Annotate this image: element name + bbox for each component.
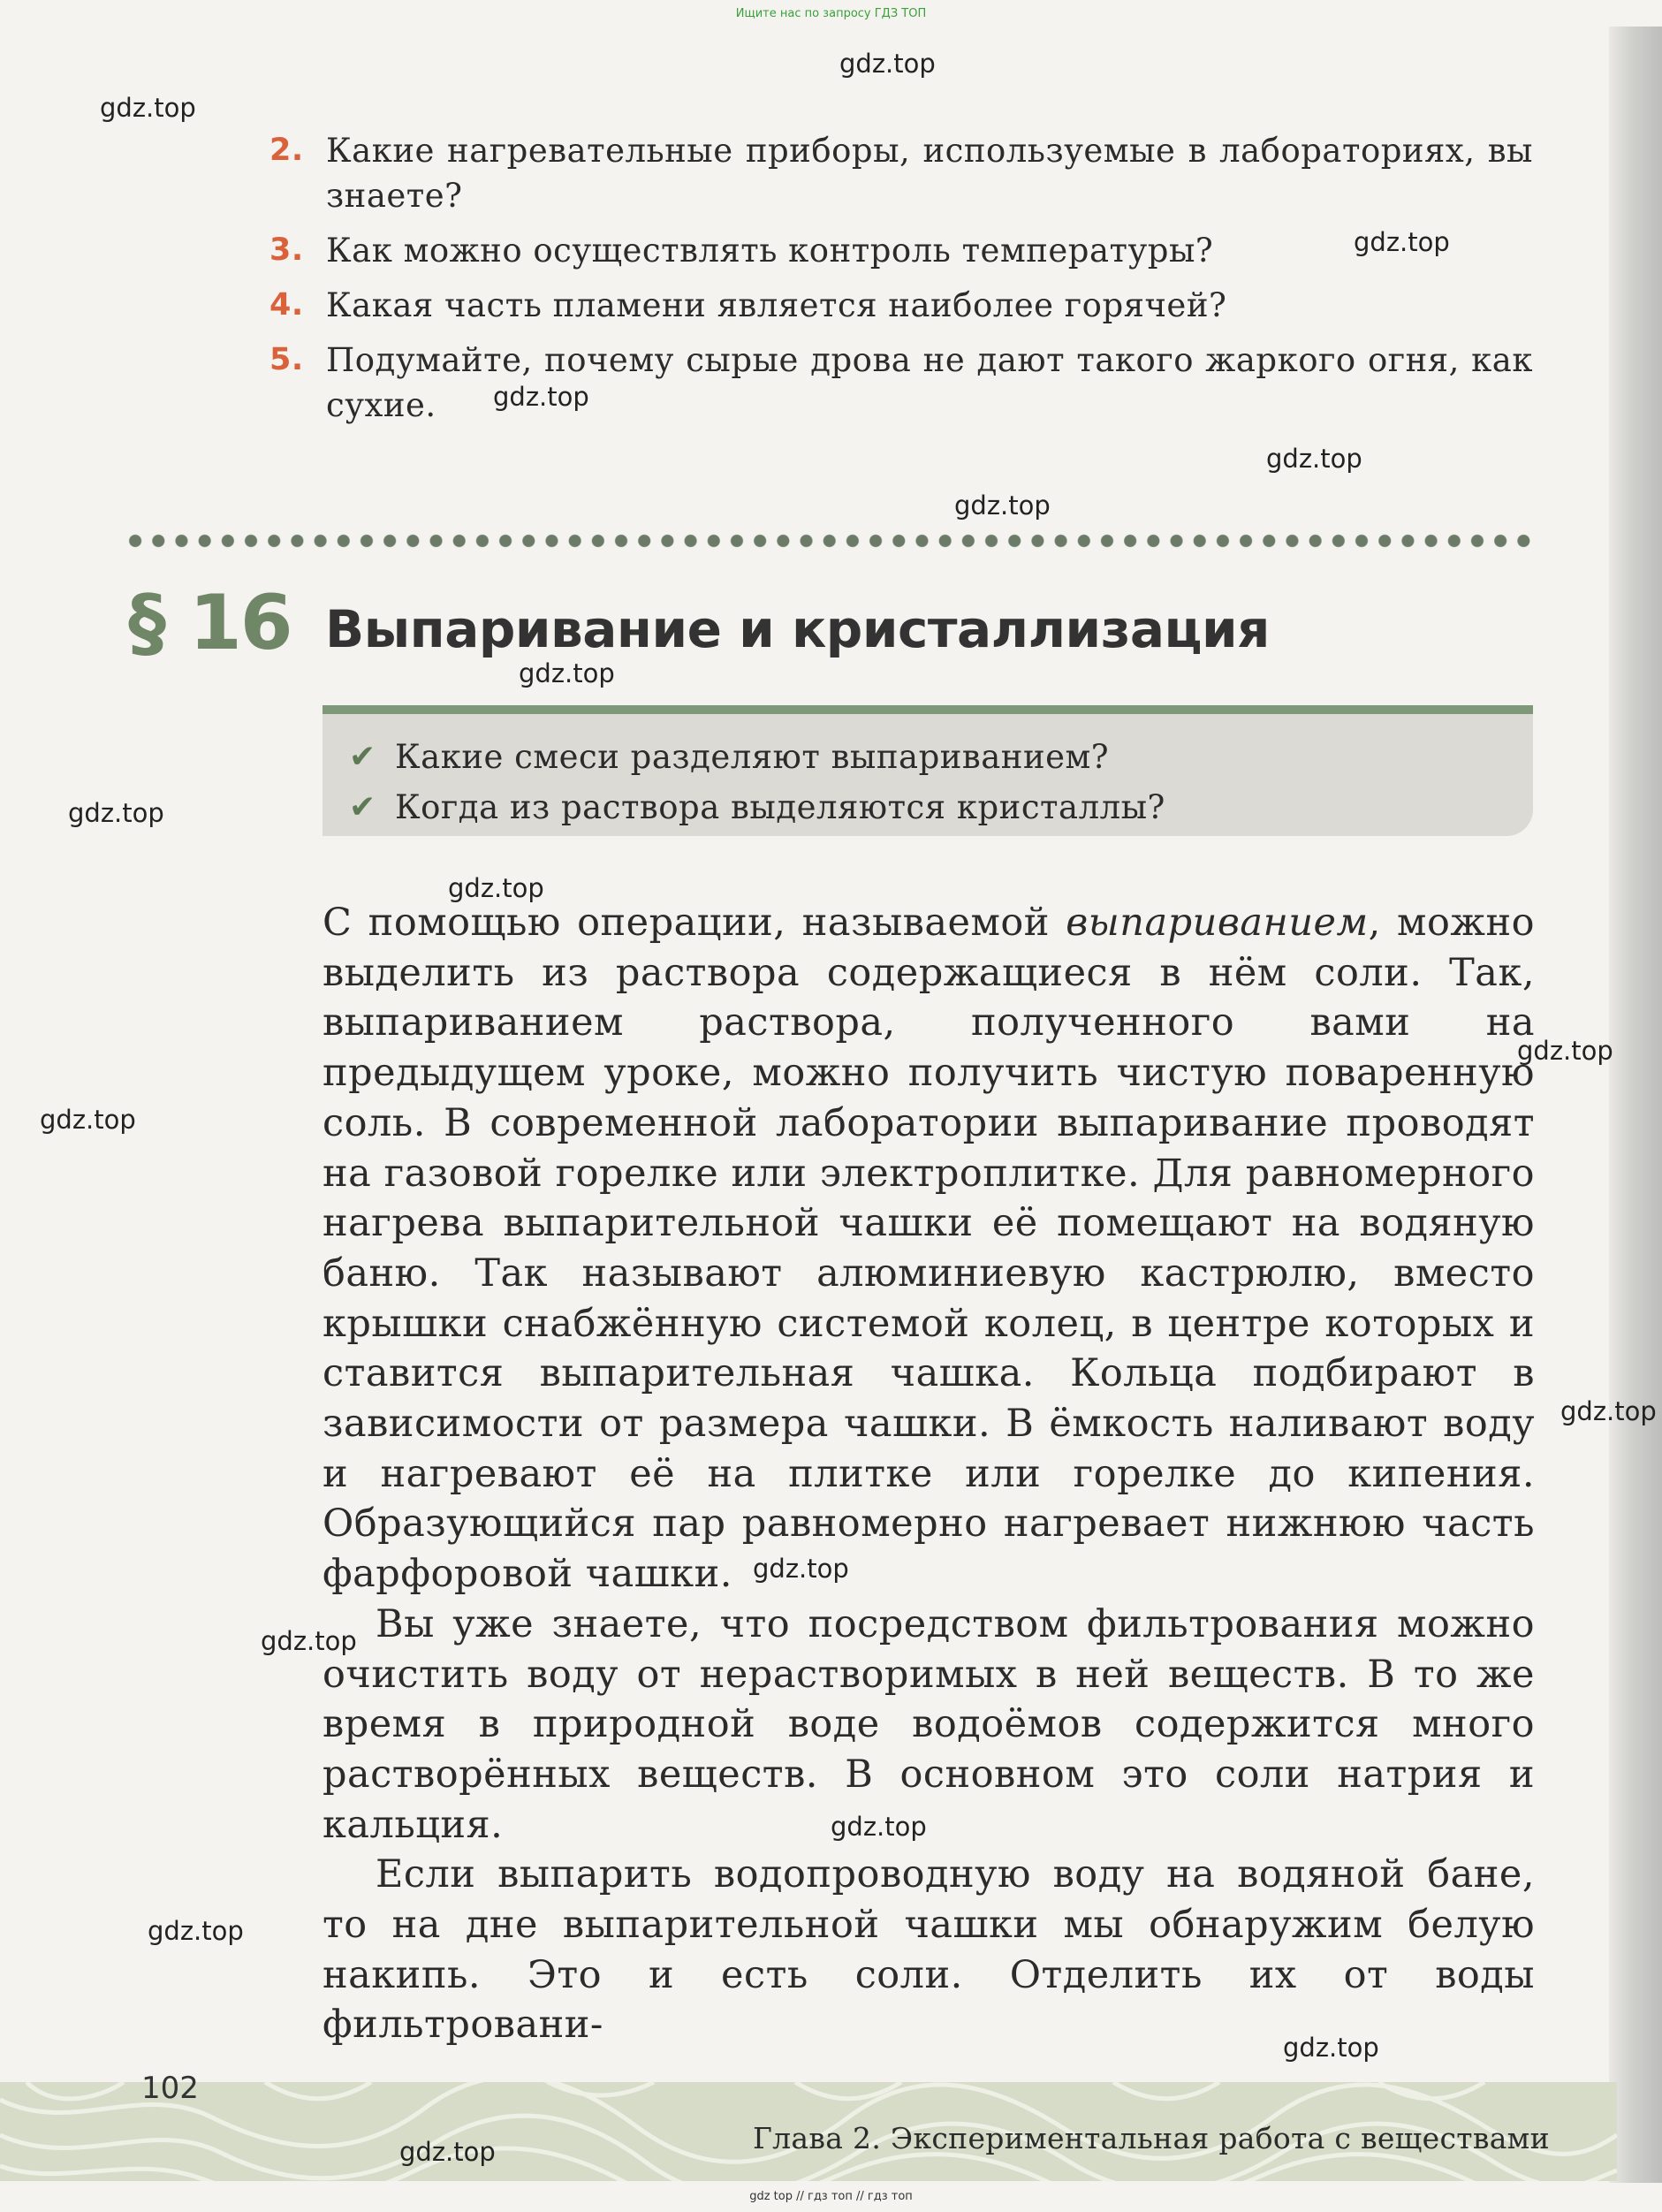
question-number: 3. — [269, 232, 304, 268]
watermark: gdz.top — [1283, 2033, 1379, 2063]
question-number: 5. — [269, 342, 304, 377]
top-banner: Ищите нас по запросу ГДЗ ТОП — [735, 7, 927, 20]
checkmark-icon: ✔ — [349, 789, 376, 825]
watermark: gdz.top — [261, 1626, 357, 1656]
page-edge-shadow — [1609, 27, 1662, 2183]
watermark: gdz.top — [1517, 1036, 1613, 1066]
question-item — [269, 128, 1533, 218]
watermark: gdz.top — [148, 1916, 244, 1946]
goal-text: Когда из раствора выделяются кристаллы? — [395, 788, 1165, 826]
watermark: gdz.top — [1354, 227, 1450, 257]
chapter-title: Глава 2. Экспериментальная работа с веществами — [753, 2121, 1550, 2155]
dotted-divider — [124, 532, 1537, 550]
section-number: § 16 — [128, 579, 292, 667]
page-number: 102 — [141, 2071, 199, 2106]
watermark: gdz.top — [399, 2137, 496, 2167]
review-questions — [269, 128, 1533, 437]
watermark: gdz.top — [493, 382, 589, 412]
question-item — [269, 283, 1533, 328]
watermark: gdz.top — [831, 1812, 927, 1842]
goal-item — [349, 782, 1533, 832]
watermark: gdz.top — [753, 1554, 849, 1584]
watermark: gdz.top — [100, 93, 196, 123]
question-number: 4. — [269, 287, 304, 323]
bottom-banner: gdz top // гдз топ // гдз топ — [749, 2190, 913, 2203]
question-text: Как можно осуществлять контроль температуры? — [326, 232, 1214, 270]
question-text: Какая часть пламени является наиболее горячей? — [326, 286, 1227, 324]
paragraph: Вы уже знаете, что посредством фильтрования можно очистить воду от нерастворимых в ней веществ. В то же время в природной воде водоёмов содержится много растворённых веществ. В основном это соли натрия и кальция. — [323, 1601, 1535, 1847]
section-title: Выпаривание и кристаллизация — [325, 599, 1270, 659]
watermark: gdz.top — [954, 490, 1051, 521]
watermark: gdz.top — [68, 798, 164, 828]
watermark: gdz.top — [40, 1105, 136, 1135]
watermark: gdz.top — [519, 658, 615, 688]
watermark: gdz.top — [448, 873, 544, 903]
watermark: gdz.top — [1560, 1396, 1657, 1426]
watermark: gdz.top — [1266, 444, 1362, 474]
watermark: gdz.top — [839, 49, 936, 79]
goal-text: Какие смеси разделяют выпариванием? — [395, 738, 1110, 776]
paragraph: Если выпарить водопроводную воду на водяной бане, то на дне выпарительной чашки мы обнаружим белую накипь. Это и есть соли. Отделить их от воды фильтровани- — [323, 1852, 1535, 2048]
checkmark-icon: ✔ — [349, 739, 376, 775]
question-text: Какие нагревательные приборы, используемые в лабораториях, вы знаете? — [326, 132, 1533, 215]
section-body — [323, 898, 1535, 2050]
question-item — [269, 338, 1533, 428]
paragraph: С помощью операции, называемой выпариванием, можно выделить из раствора содержащиеся в нём соли. Так, выпариванием раствора, полученного вами на предыдущем уроке, можно получить чистую поваренную соль. В современной лаборатории выпаривание проводят на газовой горелке или электроплитке. Для равномерного нагрева выпарительной чашки её помещают на водяную баню. Так называют алюминиевую кастрюлю, вместо крышки снабжённую системой колец, в центре которых и ставится выпарительная чашка. Кольца подбирают в зависимости от размера чашки. В ёмкость наливают воду и нагревают её на плитке или горелке до кипения. Образующийся пар равномерно нагревает нижнюю часть фарфоровой чашки. — [323, 901, 1535, 1597]
question-item — [269, 228, 1533, 273]
key-term: выпариванием — [1066, 901, 1369, 945]
question-number: 2. — [269, 133, 304, 168]
goal-item — [349, 732, 1533, 782]
section-goals-box — [323, 705, 1533, 836]
question-text: Подумайте, почему сырые дрова не дают такого жаркого огня, как сухие. — [326, 341, 1533, 424]
